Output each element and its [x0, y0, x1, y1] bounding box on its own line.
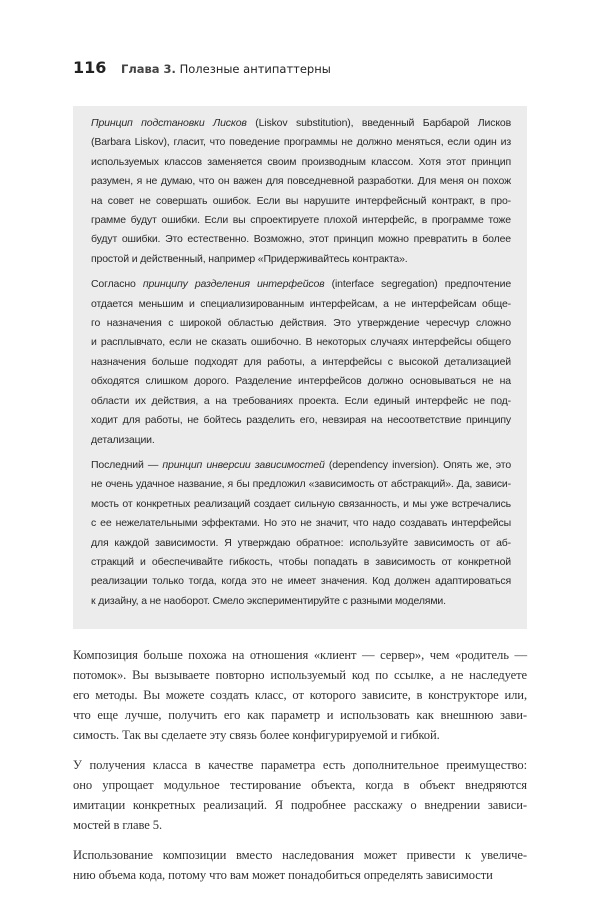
text-line [91, 172, 511, 191]
text-line [73, 755, 527, 775]
text-segment: ходит для работы, не бойтесь разделить его, невзирая на несоответствие принципу [91, 414, 511, 427]
chapter-label: Глава 3. [121, 62, 176, 76]
text-segment: симость. Так вы сделаете эту связь более конфигурируемой и гибкой. [73, 728, 440, 743]
text-line [91, 534, 511, 553]
text-line [91, 230, 511, 249]
text-line [91, 114, 511, 133]
text-segment: что еще лучше, получить его как параметр и использовать как внешнюю зави- [73, 708, 527, 723]
text-line [73, 665, 527, 685]
text-line [91, 250, 511, 269]
text-line [91, 475, 511, 494]
text-segment: простой и действенный, например «Придерживайтесь контракта». [91, 252, 408, 265]
text-segment: детализации. [91, 433, 155, 446]
text-segment: назначения больше подходят для работы, а интерфейсы с высокой детализацией [91, 355, 511, 368]
text-line [91, 553, 511, 572]
text-segment: грамме будут ошибки. Если вы спроектируете плохой интерфейс, в программе тоже [91, 214, 511, 227]
text-segment: реализации только тогда, когда это не имеет значения. Код должен адаптироваться [91, 575, 511, 588]
text-line [91, 314, 511, 333]
text-line [91, 275, 511, 294]
text-segment: используемых классов заменяется своим производным классом. Хотя этот принцип [91, 155, 511, 168]
paragraph [73, 845, 527, 885]
text-segment: не очень удачное название, я бы предложил «зависимость от абстракций». Да, зависи- [91, 478, 511, 491]
chapter-title [121, 62, 331, 76]
text-line [73, 865, 527, 885]
text-line [73, 775, 527, 795]
text-segment: Последний — [91, 458, 163, 471]
text-segment: потомок». Вы вызываете повторно используемый код по ссылке, а не наследуете [73, 668, 527, 683]
text-segment: для каждой зависимости. Я утверждаю обратное: используйте зависимость от аб- [91, 536, 511, 549]
text-segment: будут ошибки. Это естественно. Возможно, этот принцип можно превратить в более [91, 233, 511, 246]
text-segment: области их действия, а на требованиях проекта. Если единый интерфейс не под- [91, 394, 511, 407]
running-header [73, 58, 527, 84]
text-segment: Согласно [91, 278, 143, 291]
text-line [91, 495, 511, 514]
text-segment: нию объема кода, потому что вам может понадобиться определять зависимости [73, 868, 493, 883]
text-segment: У получения класса в качестве параметра есть дополнительное преимущество: [73, 758, 527, 773]
text-line [91, 392, 511, 411]
text-line [91, 592, 511, 611]
text-line [91, 295, 511, 314]
text-line [91, 353, 511, 372]
sidebar-text [91, 114, 511, 611]
body-text [73, 645, 527, 885]
text-line [73, 705, 527, 725]
text-line [73, 725, 527, 745]
emphasized-term: Принцип подстановки Лисков [91, 117, 247, 129]
text-line [73, 685, 527, 705]
text-line [91, 456, 511, 475]
paragraph [73, 755, 527, 835]
text-segment: стракций и обеспечивайте гибкость, чтобы попадать в зависимость от конкретной [91, 555, 511, 568]
text-segment: и расплывчато, если не сказать ошибочно. В некоторых случаях интерфейсы общего [91, 336, 511, 349]
text-line [91, 514, 511, 533]
text-line [91, 431, 511, 450]
text-segment: с ее нежелательными эффектами. Но это не значит, что надо создавать интерфейсы [91, 517, 511, 530]
text-segment: оно упрощает модульное тестирование объекта, когда в объект внедряются [73, 778, 527, 793]
text-line [91, 211, 511, 230]
text-segment: (Barbara Liskov), гласит, что поведение программы не должно меняться, если один из [91, 136, 511, 149]
text-line [91, 372, 511, 391]
text-segment: мость от конкретных реализаций создает сильную связанность, и мы уже встречались [91, 497, 511, 510]
text-line [91, 153, 511, 172]
text-segment: Композиция больше похожа на отношения «клиент — сервер», чем «родитель — [73, 648, 527, 663]
text-segment: к дизайну, а не наоборот. Смело экспериментируйте с разными моделями. [91, 594, 446, 607]
text-segment: (Liskov substitution), введенный Барбарой Лисков [246, 117, 511, 129]
text-line [73, 845, 527, 865]
sidebar-box [73, 106, 527, 629]
paragraph [91, 275, 511, 450]
paragraph [91, 456, 511, 611]
text-segment: го назначения с широкой областью действия. Это утверждение чересчур сложно [91, 317, 511, 330]
page-number: 116 [73, 58, 107, 77]
text-segment: Использование композиции вместо наследования может привести к увеличе- [73, 848, 527, 863]
chapter-name: Полезные антипаттерны [179, 62, 331, 76]
paragraph [91, 114, 511, 269]
text-line [73, 815, 527, 835]
text-line [91, 411, 511, 430]
text-segment: на совет не совершать ошибок. Если вы нарушите интерфейсный контракт, в про- [91, 194, 511, 207]
text-segment: разумен, я не думаю, что он важен для повседневной разработки. Для меня он похож [91, 175, 511, 188]
text-segment: отдается меньшим и специализированным интерфейсам, а не интерфейсам обще- [91, 297, 511, 310]
emphasized-term: принципу разделения интерфейсов [142, 278, 325, 291]
text-line [91, 572, 511, 591]
text-line [91, 133, 511, 152]
text-line [73, 645, 527, 665]
text-segment: имитации конкретных реализаций. Я подробнее расскажу о внедрении зависи- [73, 798, 527, 813]
text-segment: мостей в главе 5. [73, 818, 163, 833]
emphasized-term: принцип инверсии зависимостей [162, 458, 325, 471]
text-segment: его методы. Вы можете создать класс, от которого зависите, в конструкторе или, [73, 688, 527, 703]
text-segment: (dependency inversion). Опять же, это [324, 458, 512, 471]
text-segment: обходятся слишком дорого. Разделение интерфейсов должно основываться не на [91, 375, 511, 388]
text-line [91, 333, 511, 352]
text-segment: (interface segregation) предпочтение [324, 278, 512, 291]
text-line [91, 192, 511, 211]
paragraph [73, 645, 527, 745]
text-line [73, 795, 527, 815]
